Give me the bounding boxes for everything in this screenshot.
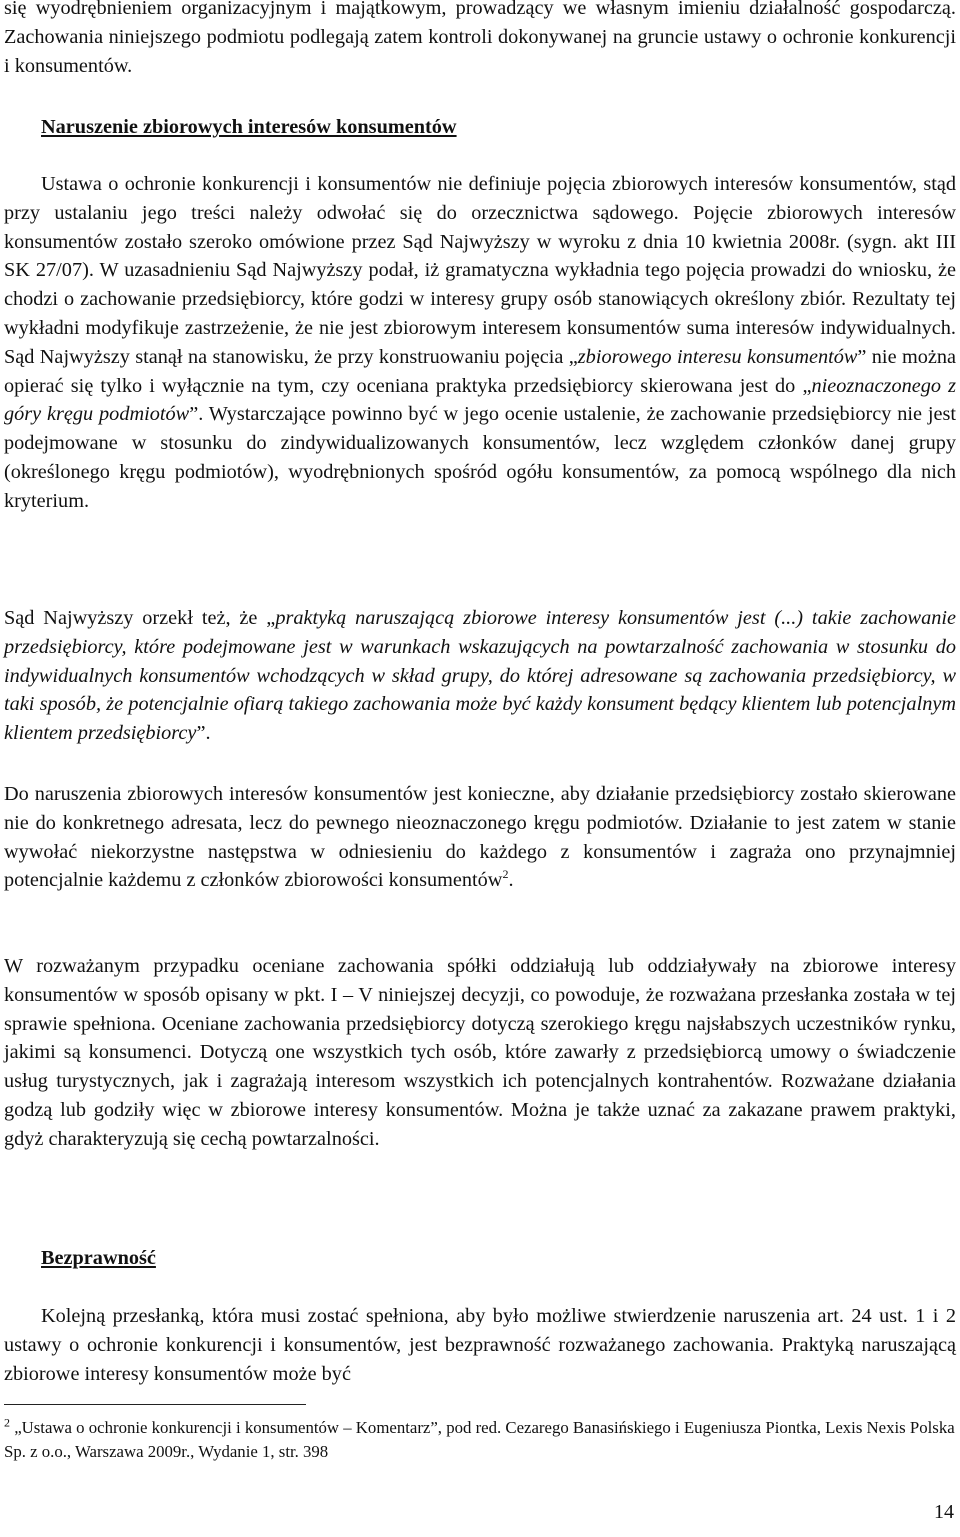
ruling-lead: Sąd Najwyższy orzekł też, że „ xyxy=(4,607,276,629)
definition-paragraph xyxy=(4,170,956,516)
footnote-number: 2 xyxy=(4,1415,10,1430)
ruling-quote: praktyką naruszającą zbiorowe interesy konsumentów jest (...) takie zachowanie przedsiębiorcy, które podejmowane jest w warunkach wskazujących na powtarzalność zachowania w stosunku do indywidualnych konsumentów wchodzących w skład grupy, do której adresowane są zachowania przedsiębiorcy, w taki sposób, że potencjalnie ofiarą takiego zachowania może być każdy konsument będący klientem lub potencjalnym klientem przedsiębiorcy xyxy=(4,607,956,745)
ruling-paragraph xyxy=(4,604,956,748)
ruling-tail: ”. xyxy=(196,722,211,745)
unlawfulness-paragraph: Kolejną przesłanką, która musi zostać spełniona, aby było możliwe stwierdzenie naruszenia art. 24 ust. 1 i 2 ustawy o ochronie konkurencji i konsumentów, jest bezprawność rozważanego zachowania. Praktyką naruszającą zbiorowe interesy konsumentów może być xyxy=(4,1305,956,1385)
requirement-tail: . xyxy=(508,869,514,892)
footnote xyxy=(4,1416,956,1464)
requirement-text: Do naruszenia zbiorowych interesów konsumentów jest konieczne, aby działanie przedsiębiorcy zostało skierowane nie do konkretnego adresata, lecz do pewnego nieoznaczonego kręgu podmiotów. Działanie to jest zatem w stanie wywołać niekorzystne następstwa w odniesieniu do każdego z konsumentów i zagraża ono przynajmniej potencjalnie każdemu z członków zbiorowości konsumentów xyxy=(4,783,956,892)
definition-text-2: ” nie można opierać się tylko i wyłącznie na tym, czy oceniana praktyka przedsiębiorcy skierowana jest do „ xyxy=(4,345,956,397)
footnote-text: „Ustawa o ochronie konkurencji i konsumentów – Komentarz”, pod red. Cezarego Banasińskiego i Eugeniusza Piontka, Lexis Nexis Polska Sp. z o.o., Warszawa 2009r., Wydanie 1, str. 398 xyxy=(4,1418,955,1461)
definition-text-1: Ustawa o ochronie konkurencji i konsumentów nie definiuje pojęcia zbiorowych interesów konsumentów, stąd przy ustalaniu jego treści należy odwołać się do orzecznictwa sądowego. Pojęcie zbiorowych interesów konsumentów zostało szeroko omówione przez Sąd Najwyższy w wyroku z dnia 10 kwietnia 2008r. (sygn. akt III SK 27/07). W uzasadnieniu Sąd Najwyższy podał, iż gramatyczna wykładnia tego pojęcia prowadzi do wniosku, że chodzi o zachowanie przedsiębiorcy, które godzi w interesy grupy osób stanowiących określony zbiór. Rezultaty tej wykładni modyfikuje zastrzeżenie, że nie jest zbiorowym interesem konsumentów suma interesów indywidualnych. Sąd Najwyższy stanął na stanowisku, że przy konstruowaniu pojęcia „ xyxy=(4,173,956,368)
definition-text-3: ”. Wystarczające powinno być w jego ocenie ustalenie, że zachowanie przedsiębiorcy nie jest podejmowane w stosunku do zindywidualizowanych konsumentów, lecz względem członków danej grupy (określonego kręgu podmiotów), wyodrębnionych spośród ogółu konsumentów, za pomocą wspólnego dla nich kryterium. xyxy=(4,403,956,512)
footnote-divider xyxy=(4,1404,306,1405)
definition-italic-2: nieoznaczonego z góry kręgu podmiotów xyxy=(4,374,957,426)
requirement-paragraph xyxy=(4,780,956,895)
heading-collective-interests: Naruszenie zbiorowych interesów konsumentów xyxy=(41,116,457,138)
definition-italic-1: zbiorowego interesu konsumentów xyxy=(577,345,858,368)
page-number: 14 xyxy=(934,1501,954,1523)
heading-unlawfulness: Bezprawność xyxy=(41,1247,156,1269)
footnote-reference: 2 xyxy=(502,867,509,882)
intro-paragraph: się wyodrębnieniem organizacyjnym i majątkowym, prowadzący we własnym imieniu działalność gospodarczą. Zachowania niniejszego podmiotu podlegają zatem kontroli dokonywanej na gruncie ustawy o ochronie konkurencji i konsumentów. xyxy=(4,0,956,77)
case-paragraph: W rozważanym przypadku oceniane zachowania spółki oddziałują lub oddziaływały na zbiorowe interesy konsumentów w sposób opisany w pkt. I – V niniejszej decyzji, co powoduje, że rozważana przesłanka została w tej sprawie spełniona. Oceniane zachowania przedsiębiorcy dotyczą szerokiego kręgu najsłabszych uczestników rynku, jakimi są konsumenci. Dotyczą one wszystkich tych osób, które zawarły z przedsiębiorcą umowy o świadczenie usług turystycznych, jak i zagrażają interesom wszystkich ich potencjalnych kontrahentów. Rozważane działania godzą lub godziły więc w zbiorowe interesy konsumentów. Można je także uznać za zakazane prawem praktyki, gdyż charakteryzują się cechą powtarzalności. xyxy=(4,955,956,1150)
